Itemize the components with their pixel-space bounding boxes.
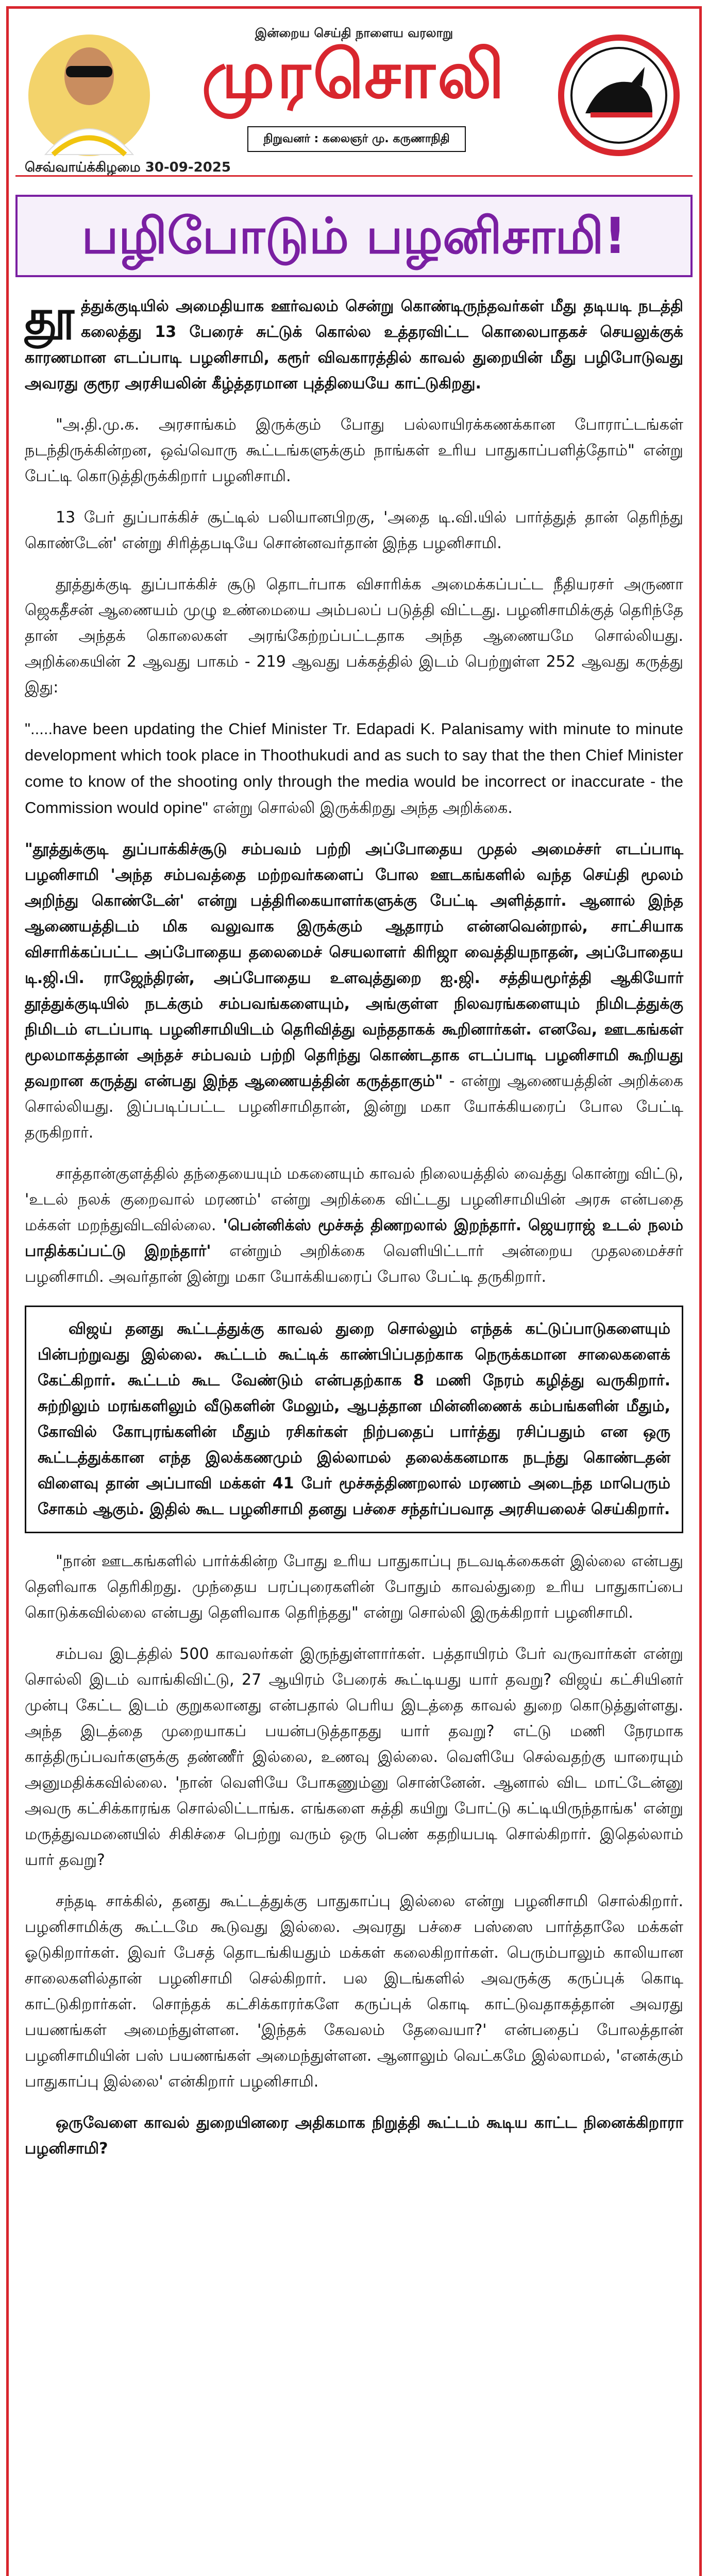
- paragraph-7-bold: 'பென்னிக்ஸ் மூச்சுத் திணறலால் இறந்தார். ஜெயராஜ் உடல் நலம் பாதிக்கப்பட்டு இறந்தார்': [25, 1216, 683, 1260]
- headline: பழிபோடும் பழனிசாமி!: [81, 207, 627, 265]
- paragraph-6: [25, 837, 683, 1146]
- paragraph-12: ஒருவேளை காவல் துறையினரை அதிகமாக நிறுத்தி கூட்டம் கூடிய காட்ட நினைக்கிறாரா பழனிசாமி?: [25, 2114, 683, 2158]
- highlight-box: [25, 1306, 683, 1533]
- paragraph-7-tail: என்றும் அறிக்கை வெளியிட்டார் அன்றைய முதலமைச்சர் பழனிசாமி. அவர்தான் இன்று மகா யோக்கியரைப் போல பேட்டி தருகிறார்.: [25, 1242, 684, 1286]
- paragraph-8: விஜய் தனது கூட்டத்துக்கு காவல் துறை சொல்லும் எந்தக் கட்டுப்பாடுகளையும் பின்பற்றுவது இல்லை. கூட்டம் கூட்டிக் காண்பிப்பதற்காக நெருக்கமான சாலைகளைக் கேட்கிறார். கூட்டம் கூட வேண்டும் என்பதற்காக 8 மணி நேரம் கழித்து வருகிறார். சுற்றிலும் மரங்களிலும் வீடுகளின் மேலும், ஆபத்தான மின்னிணைக் கம்பங்களின் மீதும், கோவில் கோபுரங்களின் மீதும் ரசிகர்கள் நிற்பதைப் பார்த்து ரசிப்பதும் என ஒரு கூட்டத்துக்கான எந்த இலக்கணமும் இல்லாமல் தலைக்கனமாக நடந்து கொண்டதன் விளைவு தான் அப்பாவி மக்கள் 41 பேர் மூச்சுத்திணறலால் மரணம் அடைந்த மாபெரும் சோகம் ஆகும். இதில் கூட பழனிசாமி தனது பச்சை சந்தர்ப்பவாத அரசியலைச் செய்கிறார்.: [38, 1320, 670, 1518]
- headline-box: [15, 195, 693, 277]
- article-body: [25, 290, 684, 2177]
- paragraph-1: [25, 290, 683, 397]
- paragraph-5-tail: என்று சொல்லி இருக்கிறது அந்த அறிக்கை.: [208, 799, 513, 817]
- paragraph-1-text: த்துக்குடியில் அமைதியாக ஊர்வலம் சென்று கொண்டிருந்தவர்கள் மீது தடியடி நடத்தி கலைத்து 13 பேரைச் சுட்டுக் கொல்ல உத்தரவிட்ட கொலைபாதகச் செயலுக்குக் காரணமான எடப்பாடி பழனிசாமி, கரூர் விவகாரத்தில் காவல் துறையின் மீது பழிபோடுவது அவரது குரூர அரசியலின் கீழ்த்தரமான புத்தியையே காட்டுகிறது.: [25, 297, 683, 393]
- paragraph-7-text: சாத்தான்குளத்தில் தந்தையையும் மகனையும் காவல் நிலையத்தில் வைத்து கொன்று விட்டு, 'உடல் நலக் குறைவால் மரணம்' என்று அறிக்கை விட்டது பழனிசாமியின் அரசு என்பதை மக்கள் மறந்துவிடவில்லை.: [25, 1165, 683, 1234]
- paragraph-9: "நான் ஊடகங்களில் பார்க்கின்ற போது உரிய பாதுகாப்பு நடவடிக்கைகள் இல்லை என்பது தெளிவாக தெரிகிறது. முந்தைய பரப்புரைகளின் போதும் காவல்துறை உரிய பாதுகாப்பை கொடுக்கவில்லை என்பது தெளிவாக தெரிந்தது" என்று சொல்லி இருக்கிறார் பழனிசாமி.: [25, 1552, 683, 1622]
- rising-sun-seal-icon: [554, 26, 683, 165]
- paragraph-3: 13 பேர் துப்பாக்கிச் சூட்டில் பலியானபிறகு, 'அதை டி.வி.யில் பார்த்துத் தான் தெரிந்து கொண்டேன்' என்று சிரித்தபடியே சொன்னவர்தான் இந்த பழனிசாமி.: [25, 509, 683, 552]
- paragraph-6-quote: "தூத்துக்குடி துப்பாக்கிச்சூடு சம்பவம் பற்றி அப்போதைய முதல் அமைச்சர் எடப்பாடி பழனிசாமி 'அந்த சம்பவத்தை மற்றவர்களைப் போல ஊடகங்களில் வந்த செய்தி மூலம் அறிந்து கொண்டேன்' என்று பத்திரிகையாளர்களுக்கு பேட்டி அளித்தார். ஆனால் இந்த ஆணையத்திடம் மிக வலுவாக இருக்கும் ஆதாரம் என்னவென்றால், சாட்சியாக விசாரிக்கப்பட்ட அப்போதைய தலைமைச் செயலாளர் கிரிஜா வைத்தியநாதன், அப்போதைய டி.ஜி.பி. ராஜேந்திரன், அப்போதைய உளவுத்துறை ஐ.ஜி. சத்தியமூர்த்தி ஆகியோர் தூத்துக்குடியில் நடக்கும் சம்பவங்களையும், அங்குள்ள நிலவரங்களையும் நிமிடத்துக்கு நிமிடம் எடப்பாடி பழனிசாமியிடம் தெரிவித்து வந்ததாகக் கூறினார்கள். எனவே, ஊடகங்கள் மூலமாகத்தான் அந்தச் சம்பவம் பற்றி தெரிந்து கொண்டதாக எடப்பாடி பழனிசாமி கூறியது தவறான கருத்து என்பது இந்த ஆணையத்தின் கருத்தாகும்": [25, 840, 684, 1090]
- brand-title: முரசொலி: [201, 37, 507, 113]
- tagline: இன்றைய செய்தி நாளைய வரலாறு: [255, 26, 453, 40]
- commission-quote: ".....have been updating the Chief Minister Tr. Edapadi K. Palanisamy with minute to minute development which took place in Thoothukudi and as such to say that the then Chief Minister come to know of the shooting only through the media would be incorrect or inaccurate - the Commission would opine": [25, 720, 683, 817]
- paragraph-11: சந்தடி சாக்கில், தனது கூட்டத்துக்கு பாதுகாப்பு இல்லை என்று பழனிசாமி சொல்கிறார். பழனிசாமிக்கு கூட்டமே கூடுவது இல்லை. அவரது பச்சை பஸ்ஸை பார்த்தாலே மக்கள் ஓடுகிறார்கள். இவர் பேசத் தொடங்கியதும் மக்கள் கலைகிறார்கள். பெரும்பாலும் காலியான சாலைகளில்தான் பழனிசாமி செல்கிறார். பல இடங்களில் அவருக்கு கருப்புக் கொடி காட்டுகிறார்கள். சொந்தக் கட்சிக்காரர்களே கருப்புக் கொடி காட்டுவதாகத்தான் அவரது பயணங்கள் அமைந்துள்ளன. 'இந்தக் கேவலம் தேவையா?' என்பதைப் போலத்தான் பழனிசாமியின் பஸ் பயணங்கள் அமைந்துள்ளன. ஆனாலும் வெட்கமே இல்லாமல், 'எனக்கும் பாதுகாப்பு இல்லை' என்கிறார் பழனிசாமி.: [25, 1892, 683, 2091]
- paragraph-6-tail: - என்று ஆணையத்தின் அறிக்கை சொல்லியது. இப்படிப்பட்ட பழனிசாமிதான், இன்று மகா யோக்கியரைப் போல பேட்டி தருகிறார்.: [25, 1072, 683, 1142]
- masthead-divider: [15, 175, 693, 177]
- paragraph-5: [25, 716, 683, 821]
- paragraph-2: "அ.தி.மு.க. அரசாங்கம் இருக்கும் போது பல்லாயிரக்கணக்கான போராட்டங்கள் நடந்திருக்கின்றன, ஒவ்வொரு கூட்டங்களுக்கும் நாங்கள் உரிய பாதுகாப்பளித்தோம்" என்று பேட்டி கொடுத்திருக்கிறார் பழனிசாமி.: [25, 416, 683, 485]
- drop-cap: தூ: [25, 290, 75, 345]
- paragraph-4: தூத்துக்குடி துப்பாக்கிச் சூடு தொடர்பாக விசாரிக்க அமைக்கப்பட்ட நீதியரசர் அருணா ஜெகதீசன் ஆணையம் முழு உண்மையை அம்பலப் படுத்தி விட்டது. பழனிசாமிக்குத் தெரிந்தே தான் அந்தக் கொலைகள் அரங்கேற்றப்பட்டதாக அந்த ஆணையமே சொல்லியது. அறிக்கையின் 2 ஆவது பாகம் - 219 ஆவது பக்கத்தில் இடம் பெற்றுள்ள 252 ஆவது கருத்து இது:: [25, 575, 683, 697]
- date-line: செவ்வாய்க்கிழமை 30-09-2025: [25, 160, 231, 175]
- masthead: [0, 10, 708, 185]
- paragraph-7: [25, 1161, 683, 1290]
- paragraph-10: சம்பவ இடத்தில் 500 காவலர்கள் இருந்துள்ளார்கள். பத்தாயிரம் பேர் வருவார்கள் என்று சொல்லி இடம் வாங்கிவிட்டு, 27 ஆயிரம் பேரைக் கூட்டியது யார் தவறு? விஜய் கட்சியினர் முன்பு கேட்ட இடம் குறுகலானது என்பதால் பெரிய இடத்தை காவல் துறை கொடுத்துள்ளது. அந்த இடத்தை முறையாகப் பயன்படுத்தாதது யார் தவறு? எட்டு மணி நேரமாக காத்திருப்பவர்களுக்கு தண்ணீர் இல்லை, உணவு இல்லை. வெளியே செல்வதற்கு யாரையும் அனுமதிக்கவில்லை. 'நான் வெளியே போகணும்னு சொன்னேன். ஆனால் விட மாட்டேன்னு அவரு கட்சிக்காரங்க சொல்லிட்டாங்க. எங்களை சுத்தி கயிறு போட்டு கட்டியிருந்தாங்க' என்று மருத்துவமனையில் சிகிச்சை பெற்று வரும் ஒரு பெண் கதறியபடி சொல்கிறார். இதெல்லாம் யார் தவறு?: [25, 1645, 683, 1869]
- founder-line: நிறுவனர் : கலைஞர் மு. கருணாநிதி: [247, 126, 466, 152]
